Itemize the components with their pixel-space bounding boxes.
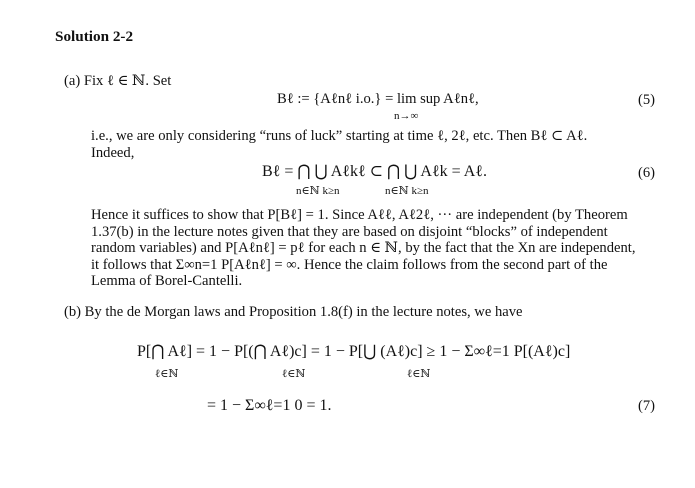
equation-6-under-1: n∈ℕ k≥n bbox=[296, 185, 340, 197]
equation-5: Bℓ := {Aℓnℓ i.o.} = lim sup Aℓnℓ, bbox=[277, 91, 479, 107]
paragraph-a2-line: random variables) and P[Aℓnℓ] = pℓ for each n ∈ ℕ, by the fact that the Xn are independent, bbox=[91, 240, 636, 257]
equation-5-limit-subscript: n→∞ bbox=[394, 110, 419, 122]
paragraph-a2-line: Hence it suffices to show that P[Bℓ] = 1. Since Aℓℓ, Aℓ2ℓ, ··· are independent (by Theorem bbox=[91, 207, 628, 223]
paragraph-a1-line2: Indeed, bbox=[91, 145, 135, 161]
equation-6-number: (6) bbox=[638, 165, 656, 181]
equation-7-under-2: ℓ∈ℕ bbox=[282, 368, 306, 380]
equation-7-under-3: ℓ∈ℕ bbox=[407, 368, 431, 380]
equation-6: Bℓ = ⋂ ⋃ Aℓkℓ ⊂ ⋂ ⋃ Aℓk = Aℓ. bbox=[262, 163, 487, 180]
solution-title: Solution 2-2 bbox=[55, 28, 134, 45]
part-b-intro: (b) By the de Morgan laws and Proposition 1.8(f) in the lecture notes, we have bbox=[64, 304, 523, 320]
equation-7-line2: = 1 − Σ∞ℓ=1 0 = 1. bbox=[207, 397, 332, 414]
part-a-intro: (a) Fix ℓ ∈ ℕ. Set bbox=[64, 73, 172, 89]
paragraph-a2-line: Lemma of Borel-Cantelli. bbox=[91, 273, 243, 290]
paragraph-a2-line: it follows that Σ∞n=1 P[Aℓnℓ] = ∞. Hence the claim follows from the second part of the bbox=[91, 256, 608, 273]
equation-7-line1: P[⋂ Aℓ] = 1 − P[(⋂ Aℓ)c] = 1 − P[⋃ (Aℓ)c] ≥ 1 − Σ∞ℓ=1 P[(Aℓ)c] bbox=[137, 343, 571, 360]
equation-7-number: (7) bbox=[638, 398, 656, 414]
equation-7-under-1: ℓ∈ℕ bbox=[155, 368, 179, 380]
equation-5-number: (5) bbox=[638, 92, 656, 108]
equation-6-under-2: n∈ℕ k≥n bbox=[385, 185, 429, 197]
paragraph-a2-line: 1.37(b) in the lecture notes given that they are based on disjoint “blocks” of independent bbox=[91, 223, 608, 240]
paragraph-a2 bbox=[91, 207, 661, 290]
paragraph-a1-line1: i.e., we are only considering “runs of luck” starting at time ℓ, 2ℓ, etc. Then Bℓ ⊂ Aℓ. bbox=[91, 128, 588, 144]
